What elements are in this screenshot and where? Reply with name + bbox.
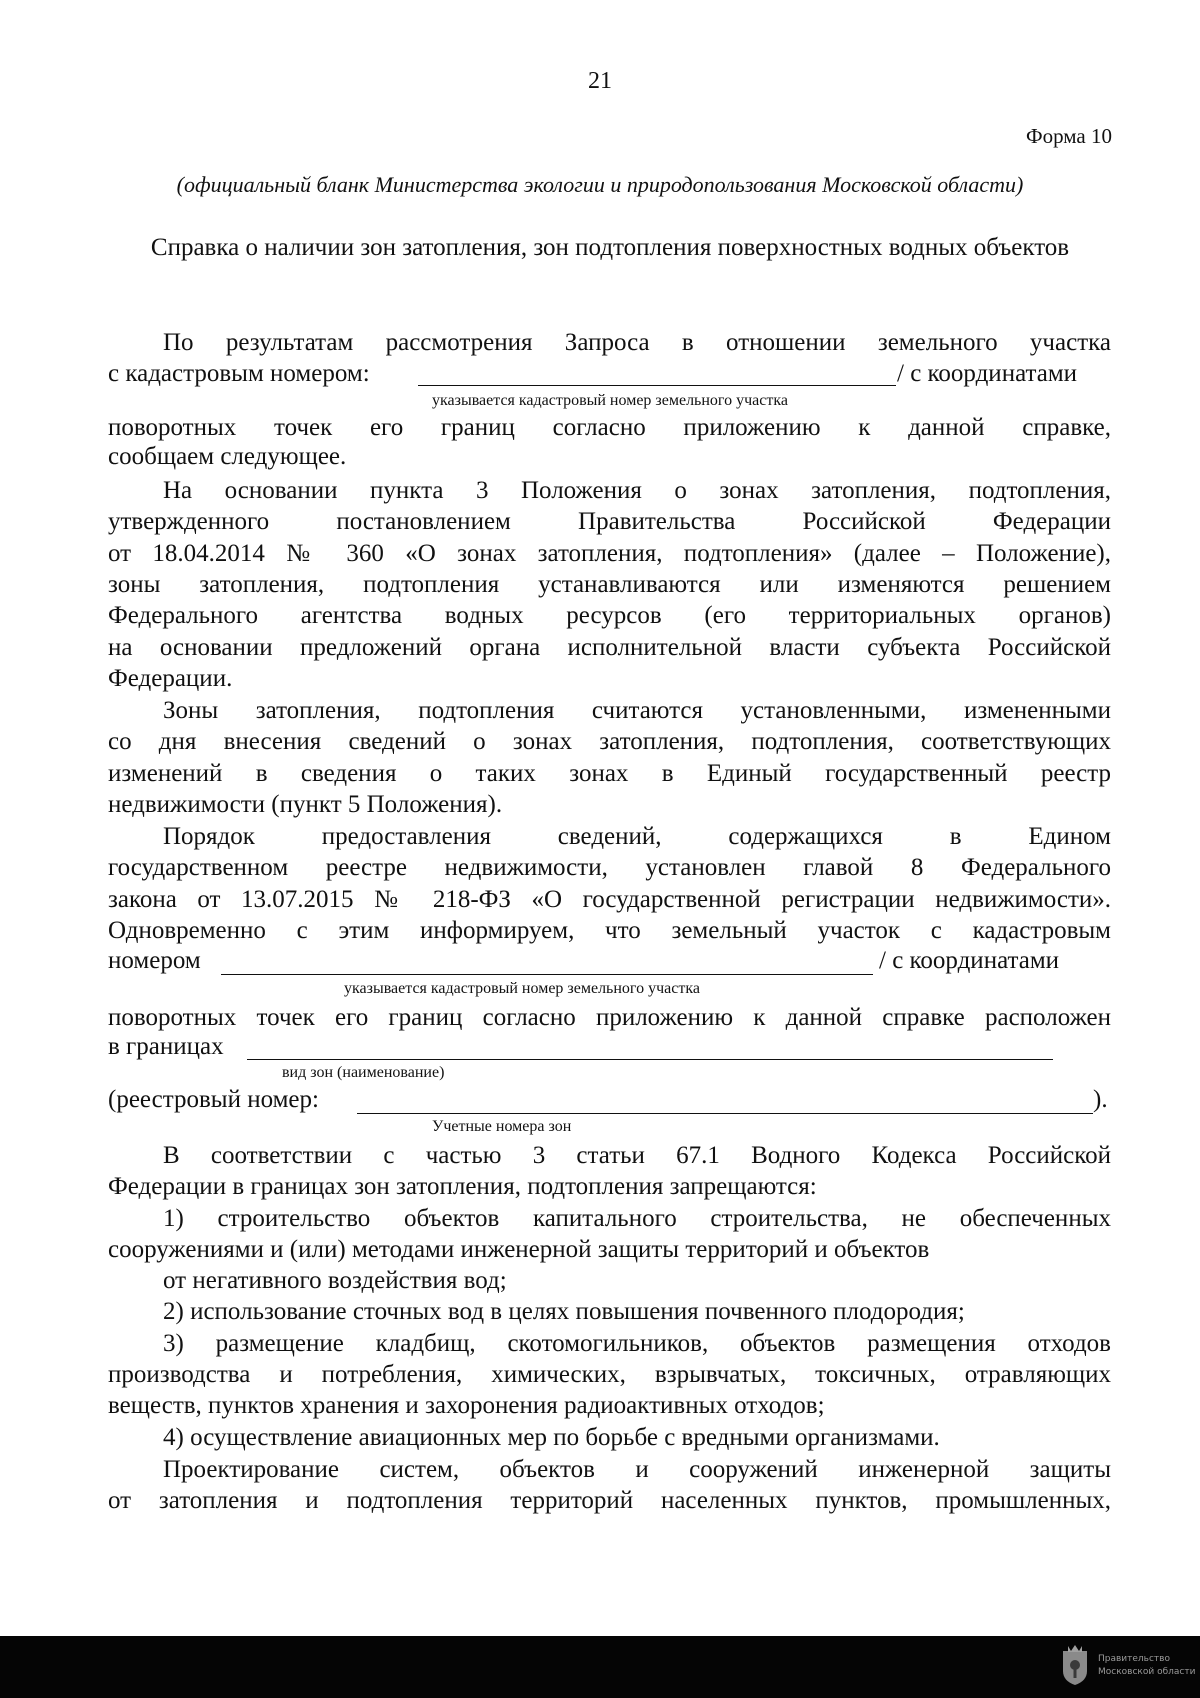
- text-line: зоны затопления, подтопления устанавливаются или изменяются решением: [108, 571, 1111, 598]
- text-line: Федерального агентства водных ресурсов (его территориальных органов): [108, 602, 1111, 629]
- text-line: изменений в сведения о таких зонах в Единый государственный реестр: [108, 760, 1111, 787]
- text-line: Одновременно с этим информируем, что земельный участок с кадастровым: [108, 917, 1111, 944]
- form-label: Форма 10: [1026, 124, 1112, 148]
- text-line: Федерации в границах зон затопления, подтопления запрещаются:: [108, 1173, 817, 1200]
- text-line: в границах: [108, 1033, 224, 1060]
- cadastral-number-blank-2: [221, 974, 873, 975]
- page-number: 21: [588, 68, 612, 94]
- text-line: 2) использование сточных вод в целях повышения почвенного плодородия;: [163, 1298, 965, 1325]
- text-line: Зоны затопления, подтопления считаются установленными, измененными: [163, 697, 1111, 724]
- cadastral-hint-2: указывается кадастровый номер земельного участка: [344, 980, 700, 997]
- text-line: ).: [1093, 1086, 1108, 1113]
- zone-numbers-blank: [357, 1113, 1093, 1114]
- zone-numbers-hint: Учетные номера зон: [432, 1118, 572, 1135]
- text-line: от негативного воздействия вод;: [163, 1267, 507, 1294]
- document-title: Справка о наличии зон затопления, зон подтопления поверхностных водных объектов: [150, 234, 1070, 261]
- text-line: производства и потребления, химических, взрывчатых, токсичных, отравляющих: [108, 1361, 1111, 1388]
- text-line: Порядок предоставления сведений, содержащихся в Едином: [163, 823, 1111, 850]
- text-line: от 18.04.2014 № 360 «О зонах затопления, подтопления» (далее – Положение),: [108, 540, 1111, 567]
- text-line: на основании предложений органа исполнительной власти субъекта Российской: [108, 634, 1111, 661]
- text-line: государственном реестре недвижимости, установлен главой 8 Федерального: [108, 854, 1111, 881]
- footer-org-line-2: Московской области: [1098, 1667, 1196, 1677]
- official-blank-note: (официальный бланк Министерства экологии и природопользования Московской области): [176, 172, 1024, 197]
- text-line: В соответствии с частью 3 статьи 67.1 Водного Кодекса Российской: [163, 1142, 1111, 1169]
- text-line: с кадастровым номером:: [108, 360, 370, 387]
- text-line: от затопления и подтопления территорий населенных пунктов, промышленных,: [108, 1487, 1111, 1514]
- text-line: 4) осуществление авиационных мер по борьбе с вредными организмами.: [163, 1424, 940, 1451]
- text-line: закона от 13.07.2015 № 218-ФЗ «О государственной регистрации недвижимости».: [108, 886, 1111, 913]
- text-line: Проектирование систем, объектов и сооружений инженерной защиты: [163, 1456, 1111, 1483]
- footer-org-line-1: Правительство: [1098, 1654, 1170, 1664]
- text-line: веществ, пунктов хранения и захоронения радиоактивных отходов;: [108, 1392, 825, 1419]
- text-line: недвижимости (пункт 5 Положения).: [108, 791, 503, 818]
- moscow-region-coat-of-arms-icon: [1060, 1643, 1090, 1687]
- zone-type-hint: вид зон (наименование): [282, 1064, 445, 1081]
- text-line: / с координатами: [897, 360, 1078, 387]
- text-line: со дня внесения сведений о зонах затопления, подтопления, соответствующих: [108, 728, 1111, 755]
- footer-bar: [0, 1636, 1200, 1698]
- cadastral-number-blank-1: [418, 385, 896, 386]
- text-line: 1) строительство объектов капитального строительства, не обеспеченных: [163, 1205, 1111, 1232]
- cadastral-hint-1: указывается кадастровый номер земельного участка: [432, 392, 788, 409]
- text-line: поворотных точек его границ согласно приложению к данной справке расположен: [108, 1004, 1111, 1031]
- text-line: (реестровый номер:: [108, 1086, 319, 1113]
- text-line: номером: [108, 947, 201, 974]
- text-line: / с координатами: [879, 947, 1060, 974]
- text-line: 3) размещение кладбищ, скотомогильников, объектов размещения отходов: [163, 1330, 1111, 1357]
- text-line: сообщаем следующее.: [108, 443, 347, 470]
- text-line: поворотных точек его границ согласно приложению к данной справке,: [108, 414, 1111, 441]
- text-line: сооружениями и (или) методами инженерной защиты территорий и объектов: [108, 1236, 930, 1263]
- text-line: На основании пункта 3 Положения о зонах затопления, подтопления,: [163, 477, 1111, 504]
- text-line: утвержденного постановлением Правительства Российской Федерации: [108, 508, 1111, 535]
- text-line: Федерации.: [108, 665, 233, 692]
- text-line: По результатам рассмотрения Запроса в отношении земельного участка: [163, 329, 1111, 356]
- zone-type-blank: [247, 1059, 1053, 1060]
